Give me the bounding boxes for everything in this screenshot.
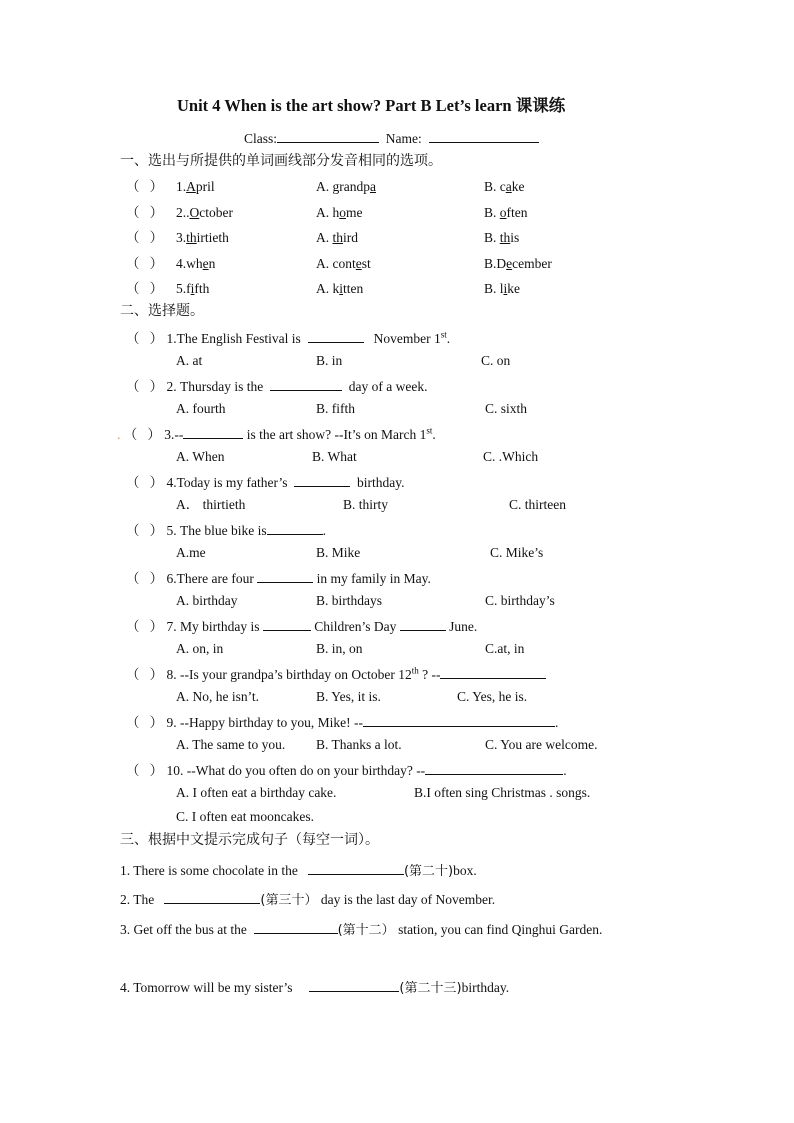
question-5: （ ） 5. The blue bike is .	[126, 523, 326, 538]
option-b[interactable]: B. in	[316, 353, 343, 368]
option-a[interactable]: A. contest	[316, 256, 371, 271]
option-b[interactable]: B.I often sing Christmas . songs.	[414, 785, 591, 800]
answer-blank[interactable]	[257, 569, 313, 583]
option-a[interactable]: A. The same to you.	[176, 737, 286, 752]
question-8: （ ） 8. --Is your grandpa’s birthday on October 12th ? --	[126, 665, 546, 683]
option-b[interactable]: B. in, on	[316, 641, 363, 656]
answer-blank[interactable]	[183, 425, 243, 439]
option-b[interactable]: B. thirty	[343, 497, 389, 512]
answer-blank[interactable]	[308, 329, 364, 343]
answer-paren[interactable]: （ ）	[126, 179, 164, 194]
word-item: 3.thirtieth	[176, 230, 229, 245]
answer-paren[interactable]: （ ）	[126, 523, 164, 538]
option-b[interactable]: B. Yes, it is.	[316, 689, 381, 704]
option-c[interactable]: C. thirteen	[509, 497, 566, 512]
option-b[interactable]: B. Thanks a lot.	[316, 737, 402, 752]
answer-blank[interactable]	[270, 377, 342, 391]
option-c[interactable]: C. Mike’s	[490, 545, 544, 560]
option-a[interactable]: A. home	[316, 205, 363, 220]
option-a[interactable]: A.me	[176, 545, 206, 560]
answer-paren[interactable]: （ ）	[126, 619, 164, 634]
name-label: Name:	[385, 131, 422, 146]
answer-blank[interactable]	[164, 890, 260, 904]
question-10: （ ） 10. --What do you often do on your birthday? -- .	[126, 763, 567, 778]
option-b[interactable]: B. fifth	[316, 401, 355, 416]
option-a[interactable]: A. third	[316, 230, 359, 245]
section1-heading: 一、选出与所提供的单词画线部分发音相同的选项。	[120, 153, 442, 169]
option-c[interactable]: C. I often eat mooncakes.	[176, 809, 314, 824]
option-b[interactable]: B. this	[484, 230, 520, 245]
word-item: 4.when	[176, 256, 216, 271]
name-field[interactable]	[429, 129, 539, 143]
question-2: （ ） 2. Thursday is the day of a week.	[126, 379, 428, 394]
option-b[interactable]: B. birthdays	[316, 593, 382, 608]
answer-paren[interactable]: （ ）	[126, 571, 164, 586]
word-item: 5.fifth	[176, 281, 210, 296]
option-a[interactable]: A. birthday	[176, 593, 238, 608]
sentence-4: 4. Tomorrow will be my sister’s (第二十三)birthday.	[120, 980, 510, 996]
option-a[interactable]: A. grandpa	[316, 179, 376, 194]
option-a[interactable]: A. kitten	[316, 281, 364, 296]
option-b[interactable]: B. like	[484, 281, 521, 296]
option-a[interactable]: A. on, in	[176, 641, 224, 656]
option-a[interactable]: A. fourth	[176, 401, 226, 416]
option-c[interactable]: C. .Which	[483, 449, 539, 464]
answer-paren[interactable]: （ ）	[123, 427, 161, 442]
answer-paren[interactable]: （ ）	[126, 205, 164, 220]
option-c[interactable]: C. You are welcome.	[485, 737, 598, 752]
option-b[interactable]: B. Mike	[316, 545, 361, 560]
answer-paren[interactable]: （ ）	[126, 256, 164, 271]
option-a[interactable]: A. No, he isn’t.	[176, 689, 259, 704]
class-label: Class:	[244, 131, 278, 146]
answer-paren[interactable]: （ ）	[126, 475, 164, 490]
option-a[interactable]: A. at	[176, 353, 203, 368]
answer-blank[interactable]	[400, 617, 446, 631]
answer-blank[interactable]	[263, 617, 311, 631]
answer-blank[interactable]	[425, 761, 563, 775]
sentence-3: 3. Get off the bus at the (第十二） station, you can find Qinghui Garden.	[120, 922, 603, 938]
option-b[interactable]: B.December	[484, 256, 552, 271]
option-b[interactable]: B. often	[484, 205, 528, 220]
answer-paren[interactable]: （ ）	[126, 763, 164, 778]
answer-blank[interactable]	[294, 473, 350, 487]
option-c[interactable]: C.at, in	[485, 641, 525, 656]
sentence-2: 2. The (第三十） day is the last day of November.	[120, 892, 496, 908]
page-title: Unit 4 When is the art show? Part B Let’s learn 课课练	[177, 96, 566, 115]
question-3: . （ ） 3.-- is the art show? --It’s on March 1st.	[117, 425, 436, 442]
option-c[interactable]: C. birthday’s	[485, 593, 555, 608]
word-item: 2..October	[176, 205, 233, 220]
sentence-1: 1. There is some chocolate in the (第二十)box.	[120, 863, 477, 879]
section2-heading: 二、选择题。	[120, 303, 204, 319]
answer-blank[interactable]	[309, 978, 399, 992]
question-6: （ ） 6.There are four in my family in May.	[126, 571, 431, 586]
class-field[interactable]	[277, 129, 379, 143]
answer-blank[interactable]	[308, 861, 404, 875]
answer-paren[interactable]: （ ）	[126, 667, 164, 682]
question-9: （ ） 9. --Happy birthday to you, Mike! -- .	[126, 715, 559, 730]
option-a[interactable]: A. When	[176, 449, 225, 464]
answer-blank[interactable]	[440, 665, 546, 679]
option-a[interactable]: A． thirtieth	[176, 497, 246, 512]
option-c[interactable]: C. sixth	[485, 401, 528, 416]
section3-heading: 三、根据中文提示完成句子（每空一词）。	[120, 832, 379, 848]
answer-blank[interactable]	[363, 713, 555, 727]
word-item: 1.April	[176, 179, 215, 194]
option-a[interactable]: A. I often eat a birthday cake.	[176, 785, 337, 800]
option-b[interactable]: B. What	[312, 449, 357, 464]
answer-paren[interactable]: （ ）	[126, 715, 164, 730]
option-b[interactable]: B. cake	[484, 179, 525, 194]
answer-paren[interactable]: （ ）	[126, 281, 164, 296]
option-c[interactable]: C. on	[481, 353, 511, 368]
answer-blank[interactable]	[254, 920, 338, 934]
answer-paren[interactable]: （ ）	[126, 230, 164, 245]
answer-paren[interactable]: （ ）	[126, 379, 164, 394]
question-7: （ ） 7. My birthday is Children’s Day June.	[126, 619, 478, 634]
option-c[interactable]: C. Yes, he is.	[457, 689, 528, 704]
answer-blank[interactable]	[267, 521, 323, 535]
question-1: （ ） 1.The English Festival is November 1st.	[126, 329, 451, 346]
question-4: （ ） 4.Today is my father’s birthday.	[126, 475, 405, 490]
answer-paren[interactable]: （ ）	[126, 331, 164, 346]
class-name-line	[244, 129, 539, 147]
